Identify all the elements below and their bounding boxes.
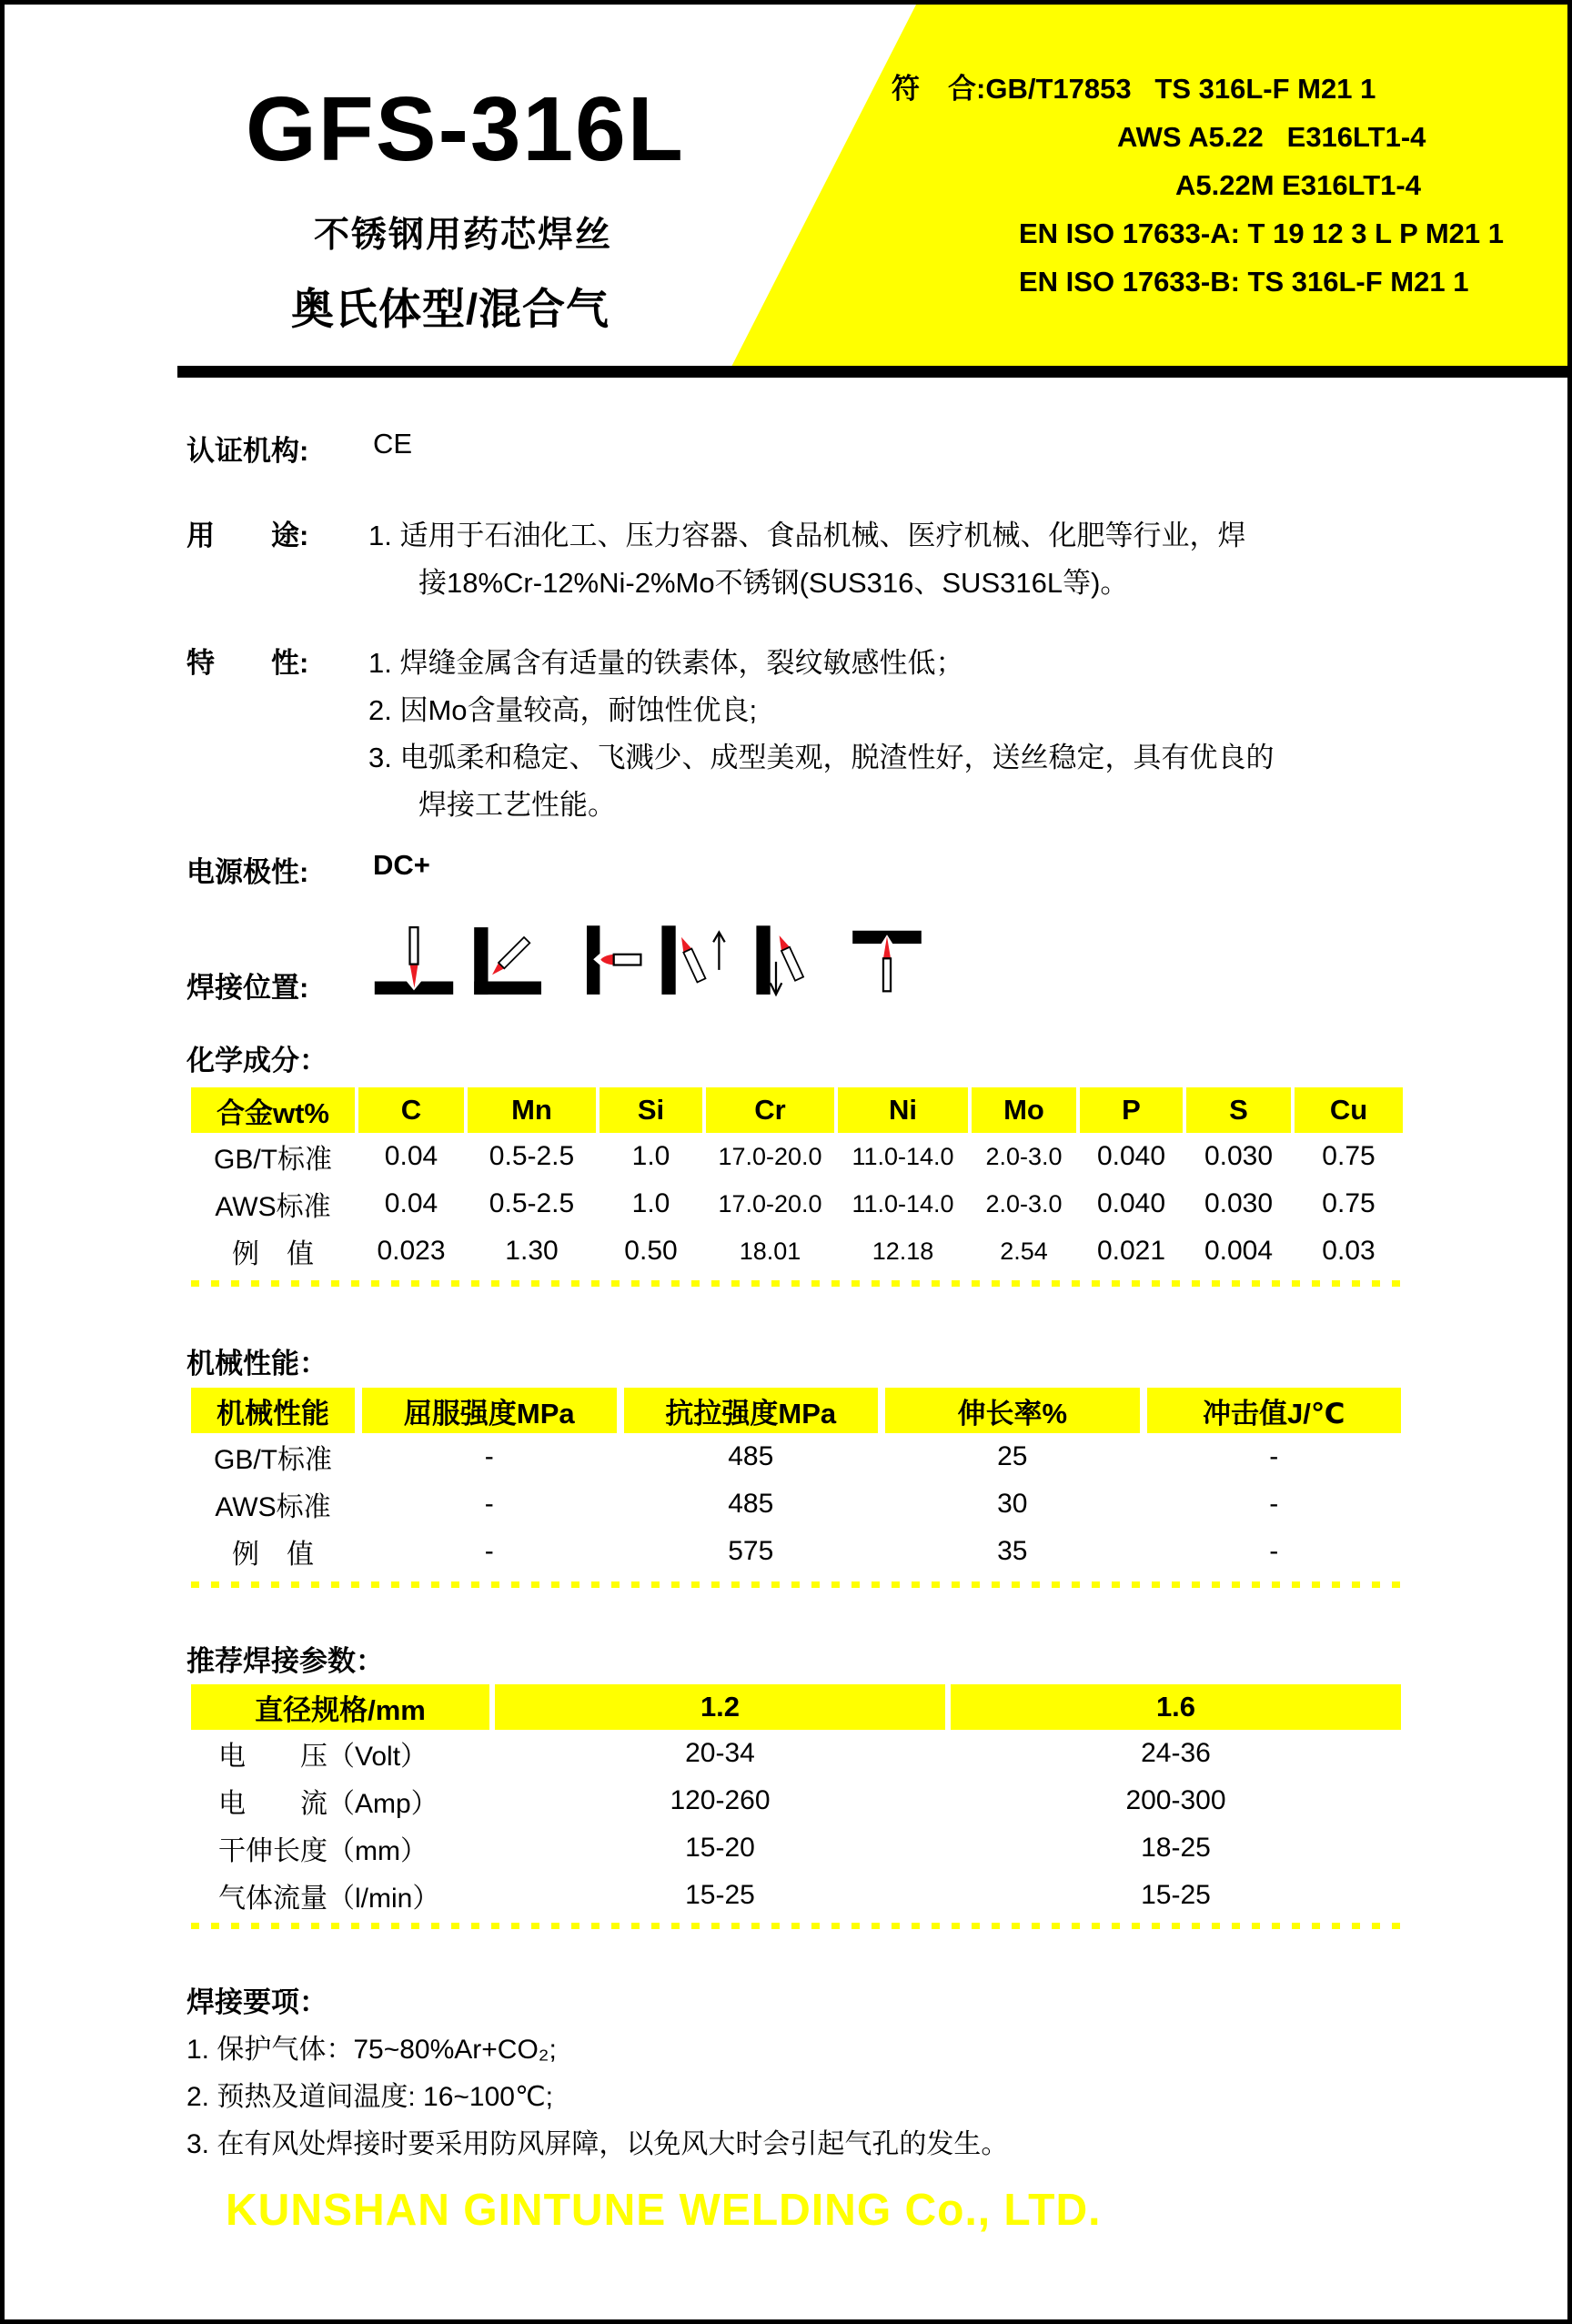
usage-label: 用 途:: [186, 520, 309, 551]
standards-line: EN ISO 17633-B: TS 316L-F M21 1: [1019, 266, 1469, 298]
cell: 1.30: [505, 1236, 559, 1266]
table-header-row: [191, 1388, 1401, 1433]
cell: 0.030: [1204, 1188, 1274, 1218]
cell: 485: [728, 1441, 774, 1471]
table-row: [191, 1133, 1401, 1180]
row-label: 气体流量（l/min）: [218, 1884, 440, 1914]
cell: 0.030: [1204, 1141, 1274, 1171]
row-label: 电 流（Amp）: [218, 1789, 438, 1819]
company-name: KUNSHAN GINTUNE WELDING Co., LTD.: [226, 2186, 1102, 2235]
cell: 2.0-3.0: [985, 1189, 1063, 1218]
cell: 18.01: [739, 1237, 801, 1265]
table-row: [191, 1180, 1401, 1228]
cell: -: [1269, 1441, 1279, 1471]
table-row: [191, 1824, 1401, 1872]
table-row: [191, 1777, 1401, 1824]
header-cell: 合金wt%: [191, 1087, 355, 1133]
table-row: [191, 1480, 1401, 1528]
cell: 15-20: [685, 1833, 755, 1863]
notes-block: [186, 2026, 1324, 2168]
cell: -: [484, 1441, 494, 1471]
table-header-row: [191, 1087, 1401, 1133]
product-title: GFS-316L: [246, 78, 685, 180]
cell: 11.0-14.0: [852, 1189, 954, 1218]
header-cell: 屈服强度MPa: [362, 1388, 617, 1433]
note-line: 1. 保护气体：75~80%Ar+CO₂;: [186, 2035, 557, 2065]
horizontal-fillet-position-icon: [468, 922, 549, 1000]
standards-value: GB/T17853 TS 316L-F M21 1: [985, 73, 1376, 105]
cell: 0.021: [1096, 1236, 1166, 1266]
standards-block: [892, 65, 1565, 306]
cell: 20-34: [685, 1738, 755, 1768]
cell: 0.040: [1096, 1188, 1166, 1218]
features-row: [186, 640, 1275, 821]
cell: 575: [728, 1536, 774, 1566]
cell: -: [1269, 1489, 1279, 1519]
cell: -: [484, 1536, 494, 1566]
usage-line: 接18%Cr-12%Ni-2%Mo不锈钢(SUS316、SUS316L等)。: [418, 567, 1129, 599]
feature-line: 1. 焊缝金属含有适量的铁素体，裂纹敏感性低；: [368, 647, 964, 679]
vertical-down-position-icon: [751, 922, 833, 1000]
standards-label: 符 合:: [892, 73, 986, 105]
flat-position-icon: [373, 922, 455, 1000]
header-divider: [177, 366, 1567, 378]
header-cell: 机械性能: [191, 1388, 355, 1433]
cell: GB/T标准: [213, 1445, 332, 1475]
cell: 0.75: [1322, 1188, 1376, 1218]
cell: 0.040: [1096, 1141, 1166, 1171]
feature-line: 3. 电弧柔和稳定、飞溅少、成型美观，脱渣性好，送丝稳定，具有优良的: [368, 742, 1275, 773]
horizontal-position-icon: [562, 922, 644, 1000]
header-cell: Cu: [1295, 1087, 1403, 1133]
cell: 0.75: [1322, 1141, 1376, 1171]
cell: 0.023: [377, 1236, 446, 1266]
mechanical-section-title: 机械性能：: [186, 1348, 328, 1379]
cell: -: [484, 1489, 494, 1519]
standards-line: EN ISO 17633-A: T 19 12 3 L P M21 1: [1019, 217, 1505, 249]
notes-section-title: 焊接要项：: [186, 1986, 328, 2018]
cell: 18-25: [1141, 1833, 1211, 1863]
product-subtitle: 不锈钢用药芯焊丝: [314, 216, 613, 255]
standards-line: AWS A5.22 E316LT1-4: [1117, 121, 1426, 153]
polarity-row: [186, 849, 430, 890]
row-label: 干伸长度（mm）: [218, 1836, 428, 1866]
polarity-label: 电源极性:: [186, 856, 309, 888]
cell: 0.04: [384, 1188, 438, 1218]
note-line: 2. 预热及道间温度: 16~100℃;: [186, 2082, 553, 2112]
table-row: [191, 1433, 1401, 1480]
header-cell: 直径规格/mm: [191, 1684, 489, 1730]
cell: 0.03: [1322, 1236, 1376, 1266]
header-cell: Mo: [972, 1087, 1076, 1133]
product-type: 奥氏体型/混合气: [291, 285, 610, 333]
cell: 例 值: [232, 1239, 314, 1269]
table-row: [191, 1730, 1401, 1777]
cell: AWS标准: [215, 1192, 331, 1222]
chemical-section-title: 化学成分：: [186, 1045, 328, 1076]
cell: 0.50: [624, 1236, 678, 1266]
cell: 0.5-2.5: [489, 1141, 575, 1171]
table-row: [191, 1528, 1401, 1575]
cell: GB/T标准: [213, 1145, 332, 1175]
cell: 11.0-14.0: [852, 1142, 954, 1170]
polarity-value: DC+: [373, 849, 430, 881]
cell: 24-36: [1141, 1738, 1211, 1768]
certification-row: [186, 428, 413, 469]
feature-line: 2. 因Mo含量较高，耐蚀性优良;: [368, 694, 758, 726]
cell: 25: [997, 1441, 1028, 1471]
parameters-section-title: 推荐焊接参数：: [186, 1645, 384, 1677]
cell: 200-300: [1125, 1785, 1226, 1815]
certification-value: CE: [373, 428, 413, 460]
features-label: 特 性:: [186, 647, 309, 679]
header-cell: Mn: [468, 1087, 596, 1133]
cell: 17.0-20.0: [718, 1189, 822, 1218]
header-cell: P: [1080, 1087, 1183, 1133]
cell: 2.0-3.0: [985, 1142, 1063, 1170]
section-divider: [191, 1280, 1401, 1287]
standards-line: A5.22M E316LT1-4: [1175, 169, 1421, 201]
table-row: [191, 1228, 1401, 1275]
header-cell: 抗拉强度MPa: [624, 1388, 879, 1433]
welding-positions-label: 焊接位置:: [186, 972, 309, 1004]
cell: -: [1269, 1536, 1279, 1566]
standards-line: [892, 65, 1565, 113]
cell: 0.5-2.5: [489, 1188, 575, 1218]
header-cell: 冲击值J/℃: [1147, 1388, 1402, 1433]
header-cell: Si: [600, 1087, 702, 1133]
header-cell: S: [1186, 1087, 1291, 1133]
header-cell: 伸长率%: [885, 1388, 1140, 1433]
cell: 15-25: [1141, 1880, 1211, 1910]
cell: 0.04: [384, 1141, 438, 1171]
header-cell: Cr: [706, 1087, 834, 1133]
mechanical-table: [191, 1388, 1401, 1575]
cell: 485: [728, 1489, 774, 1519]
cell: 1.0: [631, 1188, 670, 1218]
chemical-table: [191, 1087, 1401, 1275]
feature-line: 焊接工艺性能。: [418, 789, 616, 821]
usage-line: 1. 适用于石油化工、压力容器、食品机械、医疗机械、化肥等行业，焊: [368, 520, 1246, 551]
note-line: 3. 在有风处焊接时要采用防风屏障，以免风大时会引起气孔的发生。: [186, 2129, 1009, 2159]
table-header-row: [191, 1684, 1401, 1730]
cell: 35: [997, 1536, 1028, 1566]
row-label: 电 压（Volt）: [218, 1742, 428, 1772]
cell: 30: [997, 1489, 1028, 1519]
section-divider: [191, 1581, 1401, 1588]
certification-label: 认证机构:: [186, 435, 309, 467]
usage-row: [186, 512, 1246, 599]
parameters-table: [191, 1684, 1401, 1919]
cell: AWS标准: [215, 1492, 331, 1522]
cell: 2.54: [1000, 1237, 1048, 1265]
welding-position-icons: [373, 922, 928, 1000]
header-cell: C: [358, 1087, 464, 1133]
vertical-up-position-icon: [657, 922, 739, 1000]
header-cell: 1.2: [495, 1684, 945, 1730]
table-row: [191, 1872, 1401, 1919]
cell: 120-260: [670, 1785, 771, 1815]
header-cell: Ni: [838, 1087, 968, 1133]
cell: 例 值: [232, 1540, 314, 1570]
features-text: [368, 640, 1442, 829]
cell: 0.004: [1204, 1236, 1274, 1266]
header-cell: 1.6: [951, 1684, 1401, 1730]
section-divider: [191, 1923, 1401, 1929]
usage-text: [368, 512, 1424, 607]
overhead-position-icon: [846, 922, 928, 1000]
cell: 15-25: [685, 1880, 755, 1910]
cell: 17.0-20.0: [718, 1142, 822, 1170]
cell: 12.18: [872, 1237, 934, 1265]
cell: 1.0: [631, 1141, 670, 1171]
